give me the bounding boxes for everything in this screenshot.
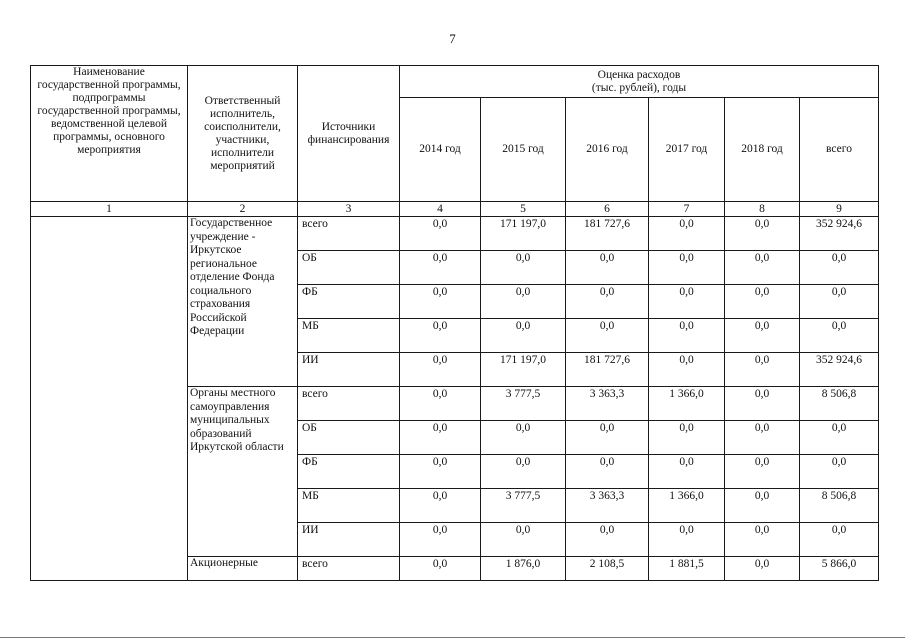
value-cell: 0,0	[800, 319, 879, 353]
value-cell: 0,0	[649, 523, 725, 557]
value-cell: 0,0	[400, 319, 481, 353]
header-expenses-title	[400, 66, 879, 98]
value-cell: 181 727,6	[566, 353, 649, 387]
header-year: 2015 год	[481, 98, 566, 202]
value-cell: 181 727,6	[566, 217, 649, 251]
value-cell: 0,0	[725, 319, 800, 353]
value-cell: 0,0	[725, 421, 800, 455]
value-cell: 1 881,5	[649, 557, 725, 581]
column-number: 3	[298, 202, 400, 217]
value-cell: 0,0	[400, 523, 481, 557]
column-number: 5	[481, 202, 566, 217]
source-cell: МБ	[298, 319, 400, 353]
header-executor: Ответственный исполнитель, соисполнители, участники, исполнители мероприятий	[188, 66, 298, 202]
value-cell: 0,0	[649, 353, 725, 387]
column-number-row	[31, 202, 879, 217]
value-cell: 1 366,0	[649, 387, 725, 421]
column-number: 2	[188, 202, 298, 217]
value-cell: 0,0	[566, 455, 649, 489]
value-cell: 3 777,5	[481, 489, 566, 523]
column-number: 9	[800, 202, 879, 217]
page-number: 7	[449, 31, 456, 46]
value-cell: 0,0	[481, 455, 566, 489]
value-cell: 0,0	[725, 523, 800, 557]
value-cell: 0,0	[800, 251, 879, 285]
value-cell: 0,0	[481, 421, 566, 455]
column-number: 4	[400, 202, 481, 217]
expenses-title-line2: (тыс. рублей), годы	[591, 81, 687, 94]
header-year: 2014 год	[400, 98, 481, 202]
value-cell: 0,0	[800, 455, 879, 489]
budget-table	[30, 65, 879, 581]
header-year: 2017 год	[649, 98, 725, 202]
value-cell: 0,0	[400, 455, 481, 489]
source-cell: ОБ	[298, 421, 400, 455]
value-cell: 0,0	[566, 421, 649, 455]
header-year: 2018 год	[725, 98, 800, 202]
value-cell: 0,0	[649, 455, 725, 489]
value-cell: 0,0	[725, 455, 800, 489]
source-cell: МБ	[298, 489, 400, 523]
value-cell: 5 866,0	[800, 557, 879, 581]
value-cell: 0,0	[725, 217, 800, 251]
value-cell: 8 506,8	[800, 489, 879, 523]
value-cell: 8 506,8	[800, 387, 879, 421]
value-cell: 3 777,5	[481, 387, 566, 421]
header-program-name: Наименование государственной программы, подпрограммы государственной программы, ведомственной целевой программы, основного мероприятия	[31, 66, 188, 202]
executor-cell: Органы местного самоуправления муниципальных образований Иркутской области	[188, 387, 298, 557]
header-total: всего	[800, 98, 879, 202]
value-cell: 0,0	[649, 251, 725, 285]
executor-cell: Акционерные	[188, 557, 298, 581]
value-cell: 0,0	[400, 353, 481, 387]
source-cell: всего	[298, 217, 400, 251]
value-cell: 171 197,0	[481, 353, 566, 387]
value-cell: 0,0	[400, 489, 481, 523]
value-cell: 0,0	[725, 285, 800, 319]
column-number: 7	[649, 202, 725, 217]
value-cell: 0,0	[400, 251, 481, 285]
column-number: 8	[725, 202, 800, 217]
value-cell: 0,0	[481, 319, 566, 353]
source-cell: ИИ	[298, 523, 400, 557]
executor-cell: Государственное учреждение - Иркутское региональное отделение Фонда социального страхования Российской Федерации	[188, 217, 298, 387]
value-cell: 0,0	[400, 217, 481, 251]
value-cell: 0,0	[481, 285, 566, 319]
value-cell: 352 924,6	[800, 353, 879, 387]
source-cell: всего	[298, 557, 400, 581]
value-cell: 0,0	[566, 251, 649, 285]
value-cell: 0,0	[400, 387, 481, 421]
source-cell: ИИ	[298, 353, 400, 387]
value-cell: 3 363,3	[566, 387, 649, 421]
value-cell: 0,0	[649, 217, 725, 251]
value-cell: 0,0	[400, 421, 481, 455]
header-year: 2016 год	[566, 98, 649, 202]
source-cell: ФБ	[298, 455, 400, 489]
value-cell: 1 366,0	[649, 489, 725, 523]
value-cell: 0,0	[725, 251, 800, 285]
value-cell: 1 876,0	[481, 557, 566, 581]
expenses-title-line1: Оценка расходов	[597, 68, 681, 81]
value-cell: 0,0	[481, 523, 566, 557]
value-cell: 171 197,0	[481, 217, 566, 251]
value-cell: 0,0	[481, 251, 566, 285]
value-cell: 0,0	[649, 319, 725, 353]
value-cell: 352 924,6	[800, 217, 879, 251]
value-cell: 0,0	[725, 557, 800, 581]
program-name-cell	[31, 217, 188, 581]
value-cell: 0,0	[649, 285, 725, 319]
value-cell: 0,0	[725, 489, 800, 523]
value-cell: 0,0	[566, 523, 649, 557]
value-cell: 0,0	[800, 421, 879, 455]
value-cell: 0,0	[400, 285, 481, 319]
value-cell: 0,0	[800, 523, 879, 557]
source-cell: ФБ	[298, 285, 400, 319]
header-funding-source: Источники финансирования	[298, 66, 400, 202]
value-cell: 3 363,3	[566, 489, 649, 523]
value-cell: 0,0	[800, 285, 879, 319]
scan-artifact-line	[0, 637, 905, 638]
value-cell: 0,0	[400, 557, 481, 581]
column-number: 1	[31, 202, 188, 217]
value-cell: 2 108,5	[566, 557, 649, 581]
value-cell: 0,0	[649, 421, 725, 455]
source-cell: всего	[298, 387, 400, 421]
column-number: 6	[566, 202, 649, 217]
value-cell: 0,0	[566, 285, 649, 319]
value-cell: 0,0	[566, 319, 649, 353]
value-cell: 0,0	[725, 387, 800, 421]
source-cell: ОБ	[298, 251, 400, 285]
table-row	[31, 217, 879, 251]
value-cell: 0,0	[725, 353, 800, 387]
